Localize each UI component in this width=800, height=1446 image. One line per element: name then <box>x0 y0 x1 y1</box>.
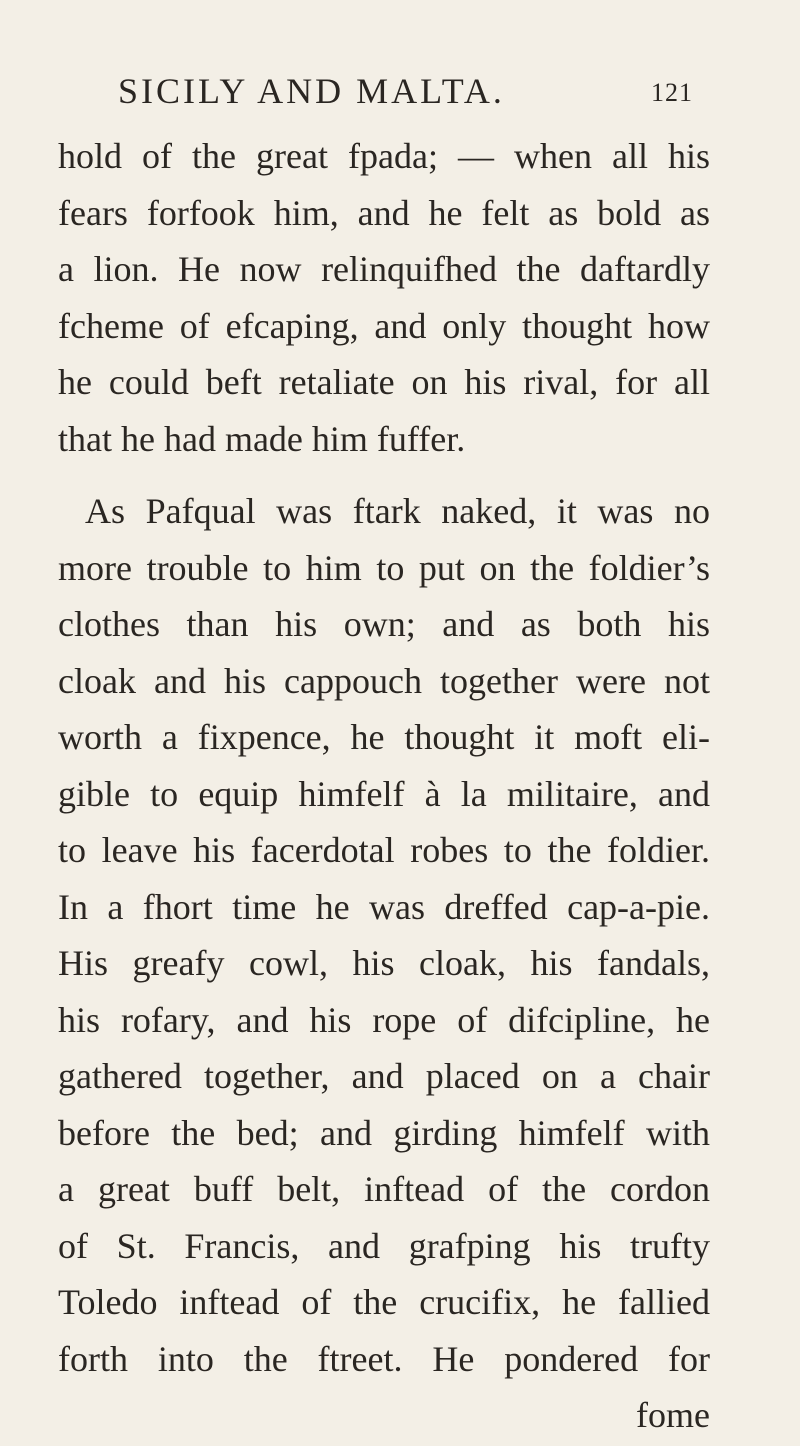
text-line: forth into the ftreet. He pondered for <box>58 1338 710 1379</box>
page-number: 121 <box>651 78 693 107</box>
text-line: gible to equip himfelf à la militaire, and <box>58 773 710 814</box>
text-line: before the bed; and girding himfelf with <box>58 1112 710 1153</box>
catchword: fome <box>636 1395 710 1435</box>
text-line: hold of the great fpada; — when all his <box>58 136 710 176</box>
text-line: fcheme of efcaping, and only thought how <box>58 305 710 346</box>
body-text <box>58 128 710 1444</box>
text-line: he could beft retaliate on his rival, for all <box>58 362 710 402</box>
text-line: worth a fixpence, he thought it moft eli- <box>58 717 710 757</box>
text-line: clothes than his own; and as both his <box>58 604 710 644</box>
text-line: more trouble to him to put on the foldier’s <box>58 547 710 588</box>
text-line: a lion. He now relinquifhed the daftardly <box>58 249 710 289</box>
running-head <box>118 66 693 116</box>
text-line: a great buff belt, inftead of the cordon <box>58 1169 710 1209</box>
text-line: As Pafqual was ftark naked, it was no <box>85 491 710 531</box>
text-line: gathered together, and placed on a chair <box>58 1056 710 1096</box>
text-line: In a fhort time he was dreffed cap-a-pie. <box>58 886 710 927</box>
text-line: of St. Francis, and grafping his trufty <box>58 1225 710 1266</box>
text-line: cloak and his cappouch together were not <box>58 660 710 701</box>
text-line: to leave his facerdotal robes to the foldier. <box>58 830 710 870</box>
running-title: SICILY AND MALTA. <box>118 71 505 111</box>
text-line: that he had made him fuffer. <box>58 418 466 459</box>
text-line: fears forfook him, and he felt as bold as <box>58 192 710 233</box>
text-line: Toledo inftead of the crucifix, he fallied <box>58 1282 710 1322</box>
text-line: his rofary, and his rope of difcipline, he <box>58 999 710 1040</box>
text-line: His greafy cowl, his cloak, his fandals, <box>58 943 710 983</box>
paragraph-gap <box>58 467 710 483</box>
